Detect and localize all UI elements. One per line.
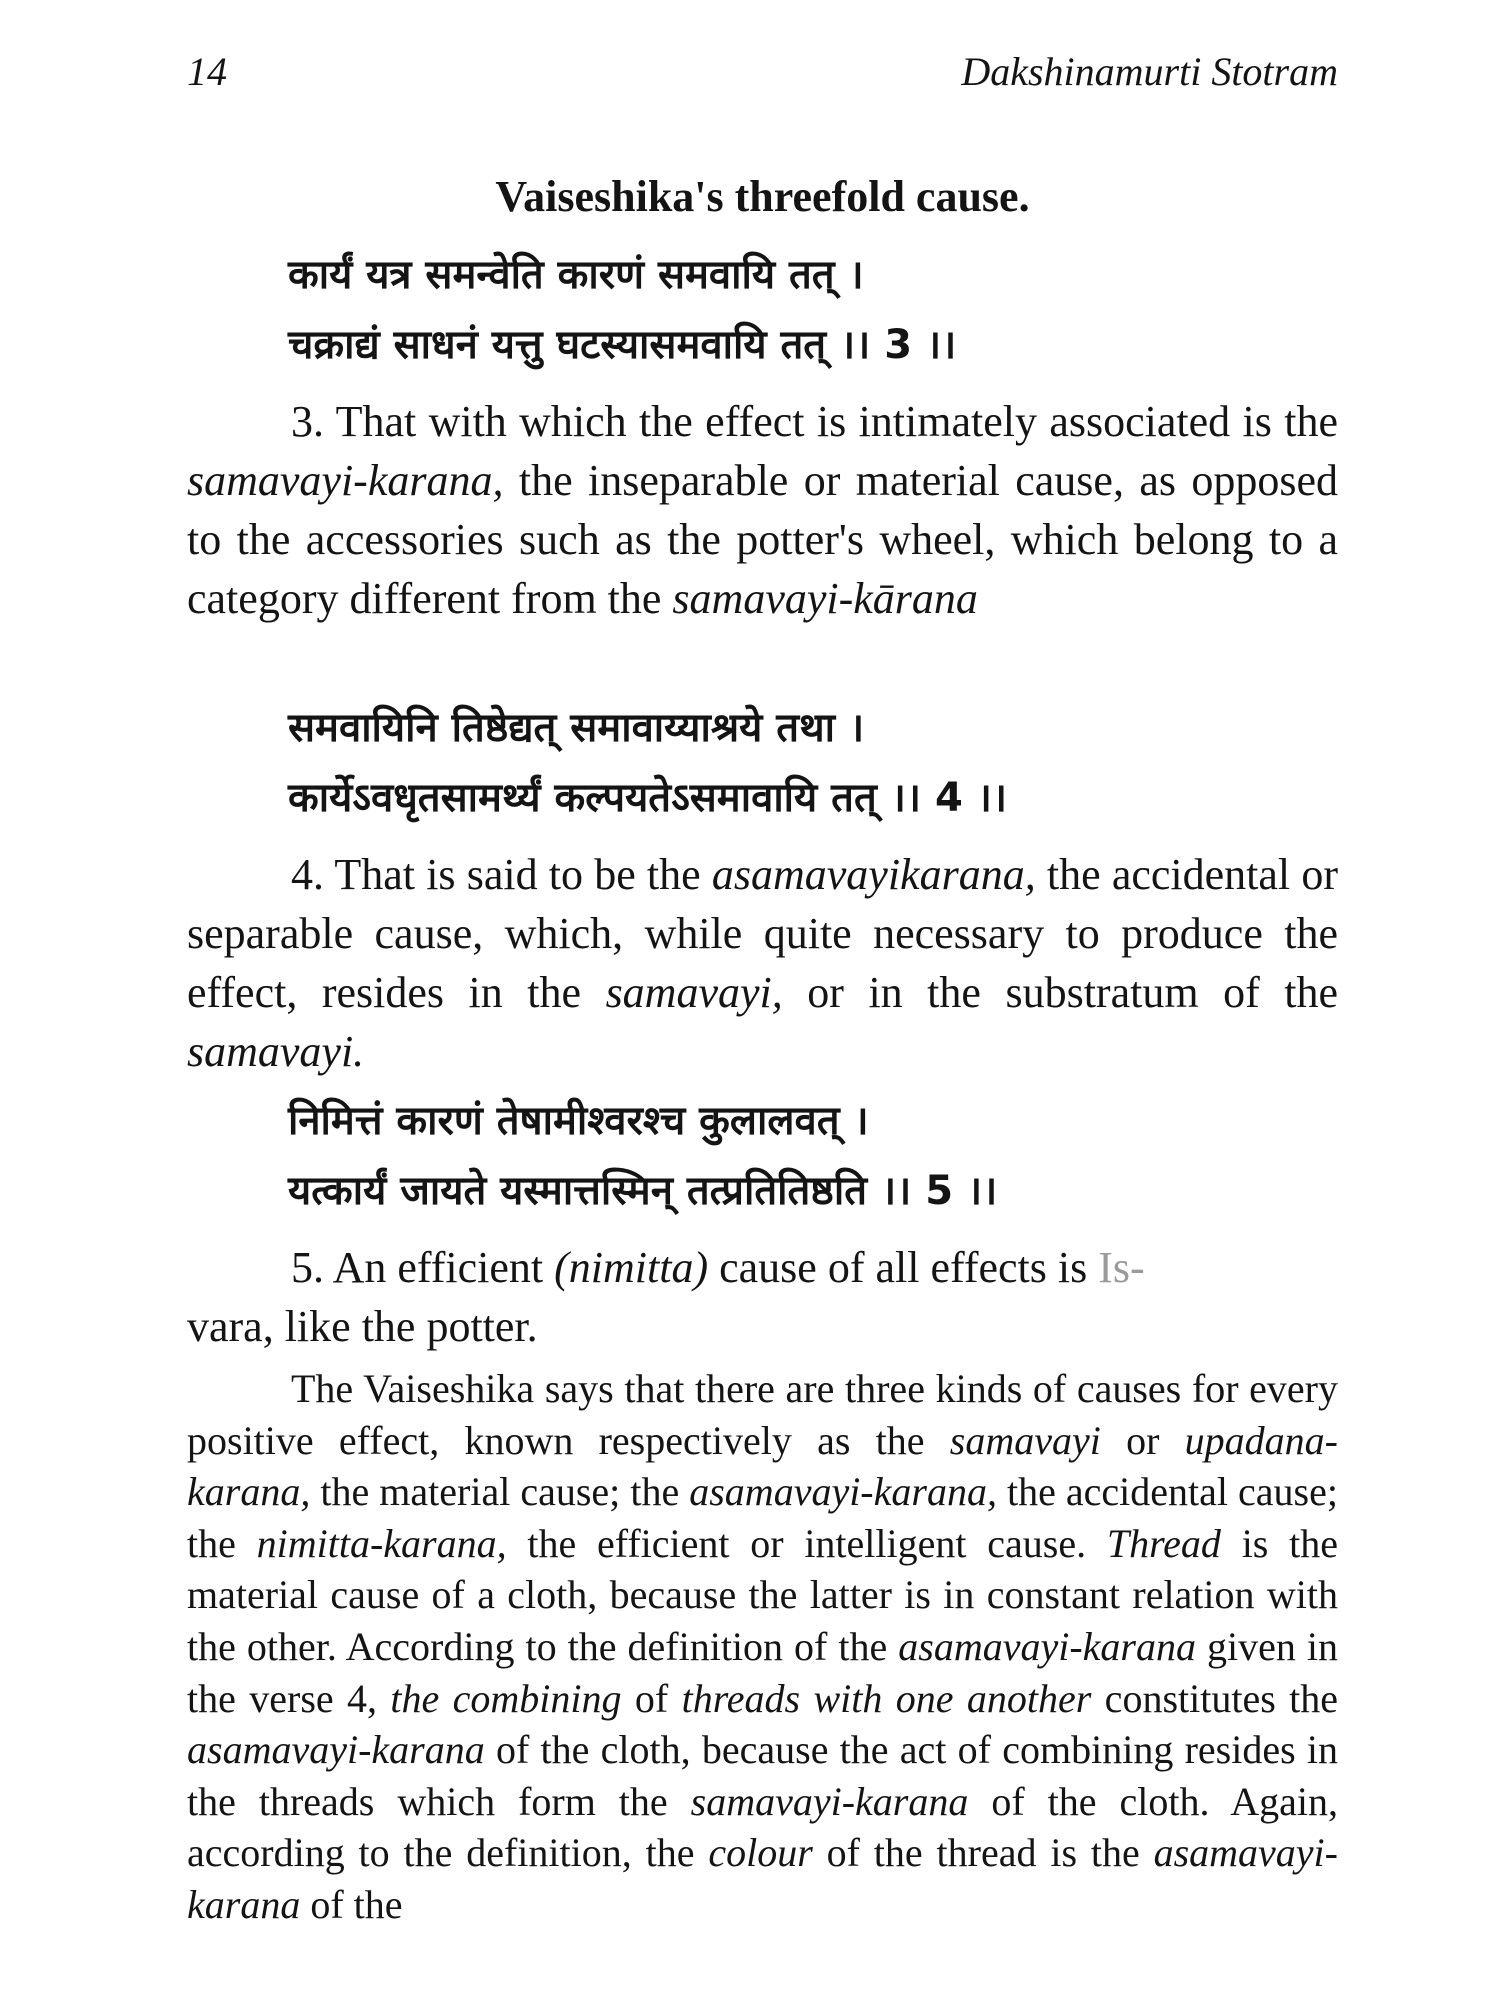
page-number: 14 (187, 49, 227, 94)
paragraph-commentary: The Vaiseshika says that there are three kinds of causes for every positive effect, known respectively as the samavayi or upadana-karana, the material cause; the asamavayi-karana, the accidental cause; the nimitta-karana, the efficient or intelligent cause. Thread is the material cause of a cloth, because the latter is in constant relation with the other. According to the definition of the asamavayi-karana given in the verse 4, the combining of threads with one another constitutes the asamavayi-karana of the cloth, because the act of combining resides in the threads which form the samavayi-karana of the cloth. Again, according to the definition, the colour of the thread is the asamavayi-karana of the (187, 1366, 1339, 1927)
verse-3-line-2: चक्राद्यं साधनं यत्तु घटस्यासमवायि तत् ।। 3 ।। (288, 322, 957, 368)
verse-4-line-2: कार्येऽवधृतसामर्थ्यं कल्पयतेऽसमावायि तत् ।। 4 ।। (288, 775, 1008, 821)
verse-3-line-1: कार्यं यत्र समन्वेति कारणं समवायि तत् । (288, 252, 864, 298)
paragraph-verse-3-translation: 3. That with which the effect is intimately associated is the samavayi-karana, the inseparable or material cause, as opposed to the accessories such as the potter's wheel, which belong to a category different from the samavayi-kārana (187, 397, 1338, 623)
verse-5-line-1: निमित्तं कारणं तेषामीश्वरश्च कुलालवत् । (288, 1098, 869, 1144)
sanskrit-verse-3 (288, 240, 1338, 380)
section-heading: Vaiseshika's threefold cause. (495, 172, 1030, 221)
sanskrit-verse-5 (288, 1086, 1338, 1226)
verse-5-line-2: यत्कार्यं जायते यस्मात्तस्मिन् तत्प्रतितिष्ठति ।। 5 ।। (288, 1168, 998, 1214)
paragraph-verse-4-translation: 4. That is said to be the asamavayikarana, the accidental or separable cause, which, while quite necessary to produce the effect, resides in the samavayi, or in the substratum of the samavayi. (187, 850, 1339, 1076)
verse-4-line-1: समवायिनि तिष्ठेद्यत् समावाय्याश्रये तथा । (288, 705, 865, 751)
paragraph-verse-5-translation: 5. An efficient (nimitta) cause of all effects is Is- vara, like the potter. (187, 1243, 1145, 1351)
sanskrit-verse-4 (288, 693, 1338, 833)
running-header-title: Dakshinamurti Stotram (961, 49, 1338, 94)
